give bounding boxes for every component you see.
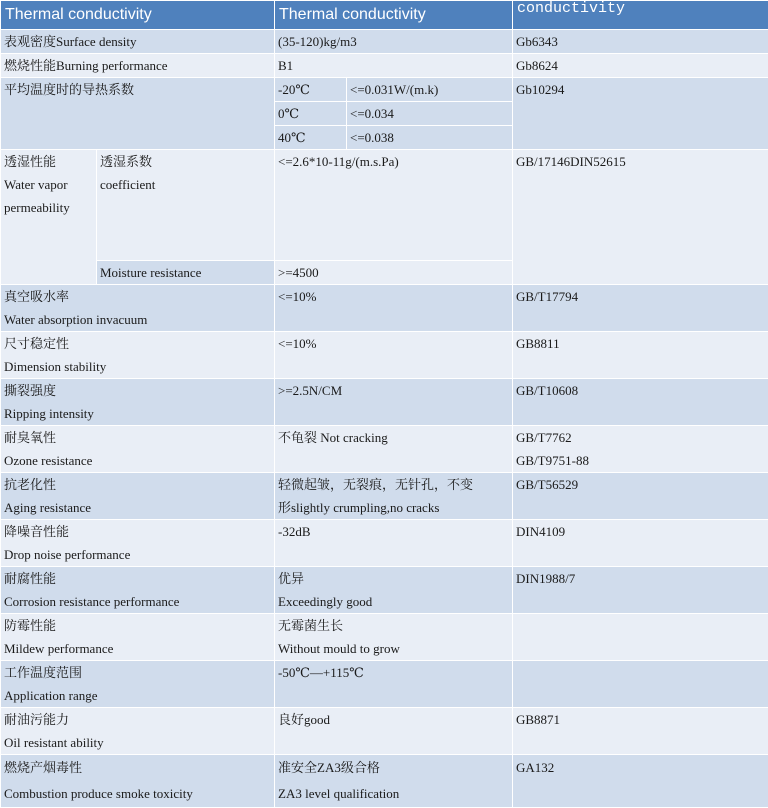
property-cn: 耐腐性能 <box>4 567 271 590</box>
row-surface-density <box>1 30 768 54</box>
property-cn: 工作温度范围 <box>4 661 271 684</box>
property-cn: 尺寸稳定性 <box>4 332 271 355</box>
property-en: Corrosion resistance performance <box>4 590 271 613</box>
row-ozone <box>1 426 768 473</box>
value-en: ZA3 level qualification <box>278 781 509 807</box>
property-cn: 防霉性能 <box>4 614 271 637</box>
standard-cell <box>513 661 768 708</box>
value-cell: >=4500 <box>275 261 513 285</box>
value-cell: >=2.5N/CM <box>275 379 513 426</box>
value-cell <box>275 755 513 808</box>
value-en: Without mould to grow <box>278 637 509 660</box>
value-line-2: 形slightly crumpling,no cracks <box>278 496 509 519</box>
property-en: Drop noise performance <box>4 543 271 566</box>
row-water-absorption <box>1 285 768 332</box>
property-cell <box>1 614 275 661</box>
row-burning <box>1 54 768 78</box>
row-corrosion <box>1 567 768 614</box>
sub-label-cell <box>97 150 275 261</box>
value-cn: 优异 <box>278 567 509 590</box>
standard-cell: GA132 <box>513 755 768 808</box>
value-cell: -50℃—+115℃ <box>275 661 513 708</box>
property-en: Application range <box>4 684 271 707</box>
value-cell <box>275 614 513 661</box>
row-oil <box>1 708 768 755</box>
value-cell: (35-120)kg/m3 <box>275 30 513 54</box>
property-cell <box>1 426 275 473</box>
value-cell: <=0.038 <box>347 126 513 150</box>
standard-1: GB/T7762 <box>516 426 765 449</box>
value-cell <box>275 567 513 614</box>
temp-cell: -20℃ <box>275 78 347 102</box>
property-en: Aging resistance <box>4 496 271 519</box>
value-cell: <=0.034 <box>347 102 513 126</box>
row-application <box>1 661 768 708</box>
property-en: Dimension stability <box>4 355 271 378</box>
row-vapor <box>1 150 768 261</box>
standard-cell: Gb6343 <box>513 30 768 54</box>
value-cell: <=2.6*10-11g/(m.s.Pa) <box>275 150 513 261</box>
property-cell <box>1 285 275 332</box>
value-cn: 准安全ZA3级合格 <box>278 755 509 781</box>
standard-cell: GB8811 <box>513 332 768 379</box>
standard-cell: DIN1988/7 <box>513 567 768 614</box>
property-cn: 透湿性能 <box>4 150 93 173</box>
property-en: Mildew performance <box>4 637 271 660</box>
property-cell <box>1 379 275 426</box>
property-cell <box>1 755 275 808</box>
property-cn: 真空吸水率 <box>4 285 271 308</box>
standard-cell: GB/17146DIN52615 <box>513 150 768 285</box>
value-cn: 无霉菌生长 <box>278 614 509 637</box>
row-mildew <box>1 614 768 661</box>
value-line-1: 轻微起皱，无裂痕，无针孔，不变 <box>278 473 509 496</box>
standard-cell: GB8871 <box>513 708 768 755</box>
row-noise <box>1 520 768 567</box>
property-cn: 耐油污能力 <box>4 708 271 731</box>
sub-label-cn: 透湿系数 <box>100 150 271 173</box>
header-col1: Thermal conductivity <box>1 1 275 30</box>
standard-cell <box>513 614 768 661</box>
standard-cell: GB/T10608 <box>513 379 768 426</box>
property-en-2: permeability <box>4 196 93 219</box>
standard-cell: DIN4109 <box>513 520 768 567</box>
property-cell <box>1 567 275 614</box>
property-cn: 燃烧产烟毒性 <box>4 755 271 781</box>
property-cn: 撕裂强度 <box>4 379 271 402</box>
value-cell: 良好good <box>275 708 513 755</box>
header-row <box>1 1 768 30</box>
value-cell: <=0.031W/(m.k) <box>347 78 513 102</box>
standard-cell: GB/T56529 <box>513 473 768 520</box>
standard-cell <box>513 426 768 473</box>
value-cell: B1 <box>275 54 513 78</box>
property-cell <box>1 708 275 755</box>
row-aging <box>1 473 768 520</box>
temp-cell: 0℃ <box>275 102 347 126</box>
standard-cell: Gb10294 <box>513 78 768 150</box>
header-col2: Thermal conductivity <box>275 1 513 30</box>
value-cell: 不龟裂 Not cracking <box>275 426 513 473</box>
row-dimension <box>1 332 768 379</box>
row-ripping <box>1 379 768 426</box>
value-cell: -32dB <box>275 520 513 567</box>
value-cell: <=10% <box>275 332 513 379</box>
property-cn: 耐臭氧性 <box>4 426 271 449</box>
property-cell <box>1 332 275 379</box>
header-col3: conductivity <box>513 1 768 30</box>
property-cell <box>1 150 97 285</box>
property-cell: 表观密度Surface density <box>1 30 275 54</box>
property-cell <box>1 661 275 708</box>
property-cn: 抗老化性 <box>4 473 271 496</box>
sub-label-cell: Moisture resistance <box>97 261 275 285</box>
sub-label-en: coefficient <box>100 173 271 196</box>
value-en: Exceedingly good <box>278 590 509 613</box>
property-cell <box>1 520 275 567</box>
property-cell: 燃烧性能Burning performance <box>1 54 275 78</box>
value-cell <box>275 473 513 520</box>
row-thermal <box>1 78 768 102</box>
standard-2: GB/T9751-88 <box>516 449 765 472</box>
property-cell: 平均温度时的导热系数 <box>1 78 275 150</box>
property-en: Ripping intensity <box>4 402 271 425</box>
property-en: Combustion produce smoke toxicity <box>4 781 271 807</box>
row-smoke <box>1 755 768 808</box>
property-en: Oil resistant ability <box>4 731 271 754</box>
standard-cell: GB/T17794 <box>513 285 768 332</box>
property-en-1: Water vapor <box>4 173 93 196</box>
standard-cell: Gb8624 <box>513 54 768 78</box>
value-cell: <=10% <box>275 285 513 332</box>
property-en: Ozone resistance <box>4 449 271 472</box>
property-cn: 降噪音性能 <box>4 520 271 543</box>
property-cell <box>1 473 275 520</box>
temp-cell: 40℃ <box>275 126 347 150</box>
property-en: Water absorption invacuum <box>4 308 271 331</box>
